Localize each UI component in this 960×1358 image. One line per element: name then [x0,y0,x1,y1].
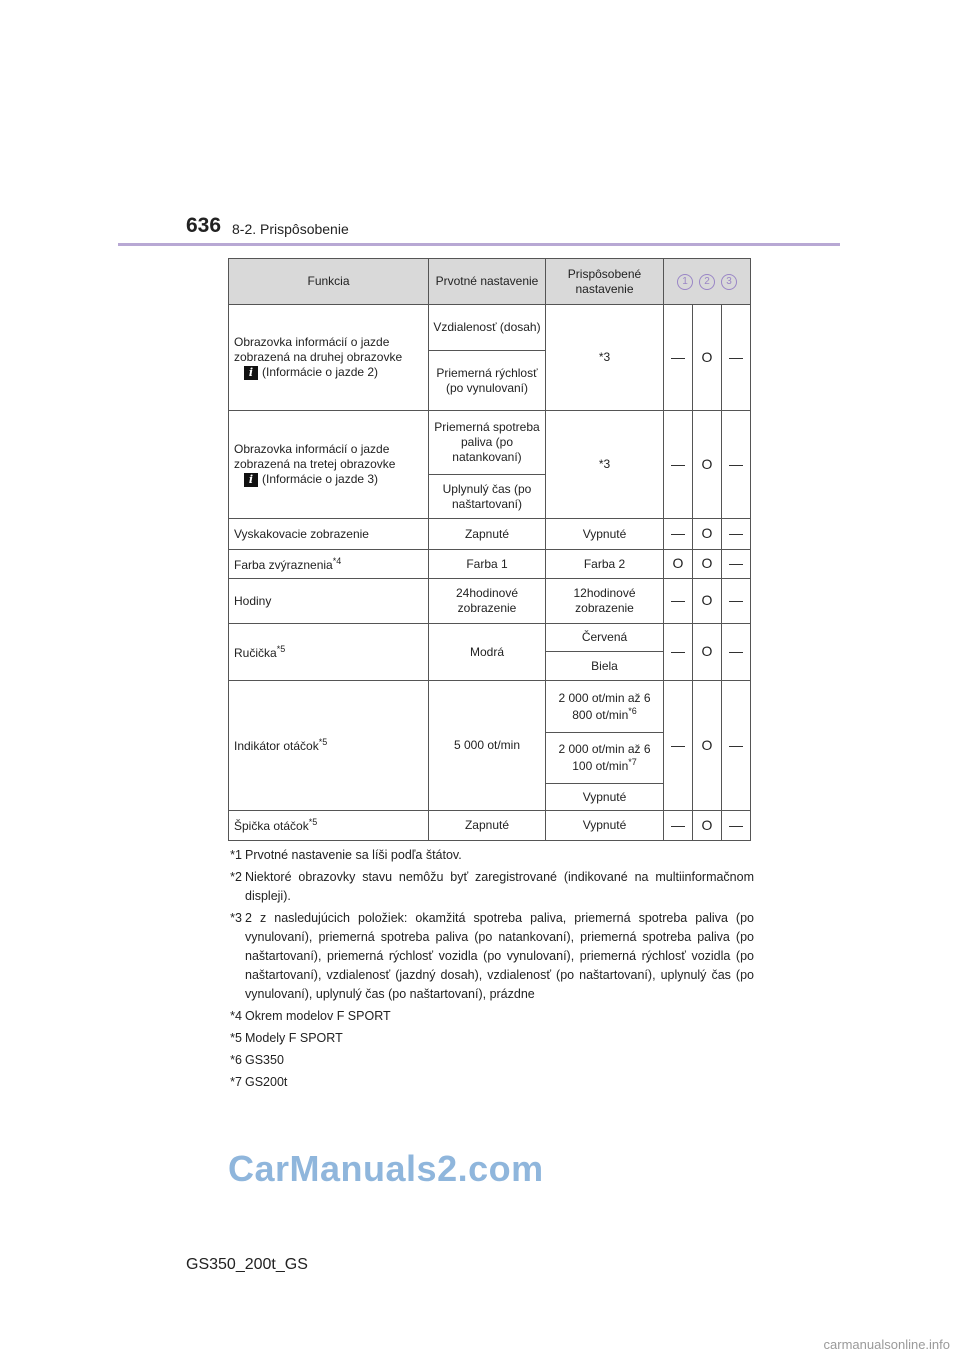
custom-value: Vypnuté [546,784,664,811]
footer-source: carmanualsonline.info [823,1337,950,1352]
default-value: Zapnuté [429,811,546,841]
method-2-mark: O [693,579,722,624]
custom-text: 2 000 ot/min až 6 800 ot/min [558,690,651,722]
default-value: Farba 1 [429,550,546,579]
default-value: Priemerná rýchlosť (po vynulovaní) [429,351,546,411]
method-1-mark: — [664,579,693,624]
method-3-icon: 3 [721,274,737,290]
row-function [229,681,429,811]
default-value: 5 000 ot/min [429,681,546,811]
header-custom: Prispôsobené nastavenie [546,259,664,305]
footnote-key: *1 [230,848,242,862]
row-function: Vyskakovacie zobrazenie [229,519,429,550]
method-2-mark: O [693,305,722,411]
method-2-icon: 2 [699,274,715,290]
table-row [229,681,751,733]
table-row [229,550,751,579]
function-text: Obrazovka informácií o jazde zobrazená na druhej obrazovke [234,335,403,364]
footnote-key: *7 [230,1075,242,1089]
footnote-key: *3 [230,911,242,925]
default-value: 24hodinové zobrazenie [429,579,546,624]
footnote-key: *5 [230,1031,242,1045]
footnote [214,1073,754,1092]
default-value: Vzdialenosť (dosah) [429,305,546,351]
function-text: Farba zvýraznenia [234,557,333,572]
table-row [229,579,751,624]
function-text: Špička otáčok [234,819,309,833]
footnote-ref: *7 [628,757,637,767]
footnote-text: Okrem modelov F SPORT [245,1009,391,1023]
table-row [229,519,751,550]
function-text: Ručička [234,645,277,660]
method-2-mark: O [693,411,722,519]
table-row [229,305,751,351]
method-3-mark: — [722,550,751,579]
method-2-mark: O [693,550,722,579]
footnote [214,868,754,906]
custom-value: Vypnuté [546,519,664,550]
function-subtext: (Informácie o jazde 3) [262,472,379,486]
custom-value: Farba 2 [546,550,664,579]
section-title: 8-2. Prispôsobenie [232,221,349,237]
method-3-mark: — [722,579,751,624]
row-function [229,624,429,681]
footnote [214,1007,754,1026]
footnote-key: *6 [230,1053,242,1067]
footnote-ref: *5 [318,737,328,747]
method-1-mark: — [664,811,693,841]
footer-model: GS350_200t_GS [186,1256,308,1273]
method-3-mark: — [722,811,751,841]
custom-value [546,733,664,784]
info-icon: i [244,366,258,380]
method-1-mark: — [664,624,693,681]
method-1-mark: O [664,550,693,579]
default-value: Uplynulý čas (po naštartovaní) [429,475,546,519]
footnote-text: Prvotné nastavenie sa líši podľa štátov. [245,848,462,862]
custom-value: Biela [546,652,664,681]
method-1-mark: — [664,411,693,519]
row-function: Hodiny [229,579,429,624]
row-function [229,550,429,579]
method-2-mark: O [693,811,722,841]
custom-value: Vypnuté [546,811,664,841]
footnote [214,1029,754,1048]
method-3-mark: — [722,411,751,519]
function-text: Obrazovka informácií o jazde zobrazená na tretej obrazovke [234,442,396,471]
method-3-mark: — [722,624,751,681]
header-function: Funkcia [229,259,429,305]
footnote-ref: *5 [276,643,286,654]
row-function [229,411,429,519]
footnote-text: Modely F SPORT [245,1031,343,1045]
method-3-mark: — [722,305,751,411]
method-3-mark: — [722,681,751,811]
row-function [229,811,429,841]
footnote-ref: *4 [332,555,342,566]
method-1-mark: — [664,681,693,811]
footnote-text: Niektoré obrazovky stavu nemôžu byť zaregistrované (indikované na multiinformačnom displeji). [245,870,754,903]
custom-value [546,681,664,733]
function-text: Indikátor otáčok [234,739,319,753]
footnote-key: *4 [230,1009,242,1023]
custom-value: *3 [546,305,664,411]
custom-value: 12hodinové zobrazenie [546,579,664,624]
custom-text: 2 000 ot/min až 6 100 ot/min [558,742,651,773]
footnotes [214,846,754,1095]
table-row [229,811,751,841]
custom-value: *3 [546,411,664,519]
footnote [214,846,754,865]
custom-value: Červená [546,624,664,652]
row-function [229,305,429,411]
method-1-mark: — [664,305,693,411]
settings-table [228,258,751,841]
table-row [229,411,751,475]
method-1-icon: 1 [677,274,693,290]
footnote-ref: *6 [628,705,637,716]
method-2-mark: O [693,624,722,681]
footnote-ref: *5 [308,817,318,827]
function-subtext: (Informácie o jazde 2) [262,365,379,379]
default-value: Zapnuté [429,519,546,550]
header-divider [118,243,840,246]
watermark: CarManuals2.com [228,1148,544,1189]
footnote [214,1051,754,1070]
method-1-mark: — [664,519,693,550]
header-method-columns [664,259,751,305]
default-value: Priemerná spotreba paliva (po natankovaní) [429,411,546,475]
footnote-text: 2 z nasledujúcich položiek: okamžitá spotreba paliva, priemerná spotreba paliva (po vynulovaní), priemerná spotreba paliva (po natankovaní), priemerná spotreba paliva (po naštartovaní), priemerná rýchlosť vozidla (po vynulovaní), priemerná rýchlosť vozidla (po naštartovaní), vzdialenosť (jazdný dosah), vzdialenosť (po naštartovaní), uplynulý čas (po vynulovaní), uplynulý čas (po naštartovaní), prázdne [245,911,754,1001]
footnote-key: *2 [230,870,242,884]
method-3-mark: — [722,519,751,550]
page-number: 636 [186,214,222,237]
footnote-text: GS350 [245,1053,284,1067]
default-value: Modrá [429,624,546,681]
footnote-text: GS200t [245,1075,288,1089]
info-icon: i [244,473,258,487]
method-2-mark: O [693,681,722,811]
table-header-row [229,259,751,305]
method-2-mark: O [693,519,722,550]
table-row [229,624,751,652]
header-default: Prvotné nastavenie [429,259,546,305]
footnote [214,909,754,1004]
